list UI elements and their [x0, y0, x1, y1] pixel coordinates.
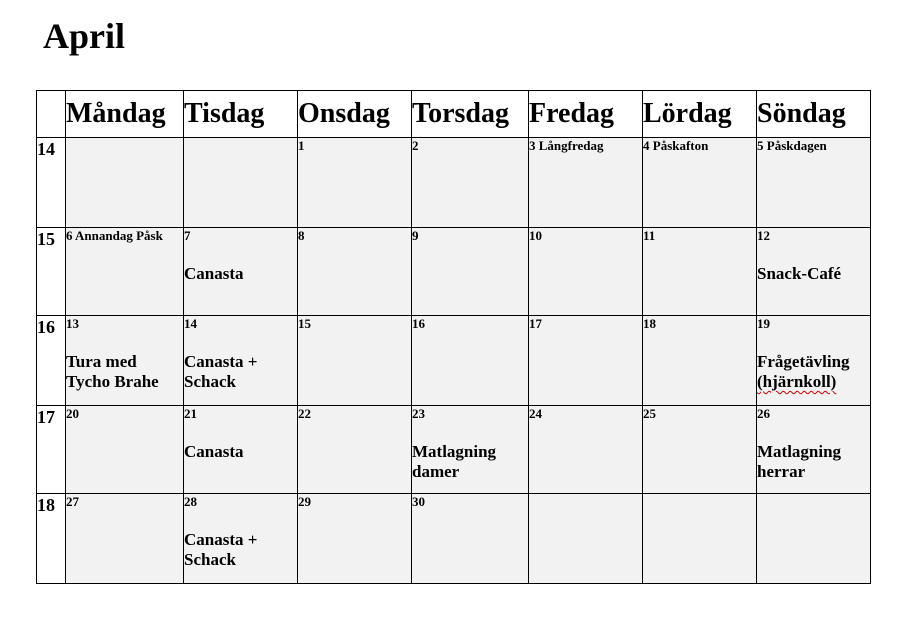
day-number: 18	[643, 316, 656, 331]
week-number: 17	[37, 406, 66, 494]
day-number: 3 Långfredag	[529, 138, 604, 153]
weekday-header: Tisdag	[184, 91, 298, 138]
day-cell	[412, 494, 529, 584]
weekday-header: Måndag	[66, 91, 184, 138]
weekday-header: Fredag	[529, 91, 643, 138]
day-cell	[66, 406, 184, 494]
page-title: April	[43, 16, 126, 56]
day-cell	[184, 228, 298, 316]
day-number: 5 Påskdagen	[757, 138, 827, 153]
day-cell	[412, 316, 529, 406]
week-row	[37, 228, 871, 316]
day-event: Matlagning herrar	[757, 442, 842, 481]
day-event: Canasta	[184, 264, 244, 283]
day-cell	[66, 228, 184, 316]
day-number: 22	[298, 406, 311, 421]
weekday-header: Lördag	[643, 91, 757, 138]
day-number: 25	[643, 406, 656, 421]
day-cell	[529, 406, 643, 494]
day-number: 27	[66, 494, 79, 509]
day-number: 12	[757, 228, 770, 243]
day-cell	[643, 138, 757, 228]
day-cell	[643, 228, 757, 316]
day-number: 2	[412, 138, 419, 153]
week-row	[37, 316, 871, 406]
day-cell	[66, 316, 184, 406]
day-event: Tura med Tycho Brahe	[66, 352, 159, 391]
day-number: 26	[757, 406, 770, 421]
week-row	[37, 138, 871, 228]
day-event: Matlagning damer	[412, 442, 497, 481]
day-number: 10	[529, 228, 542, 243]
day-number: 13	[66, 316, 79, 331]
day-number: 29	[298, 494, 311, 509]
week-number: 14	[37, 138, 66, 228]
week-header-corner	[37, 91, 66, 138]
day-cell	[66, 138, 184, 228]
day-cell	[412, 406, 529, 494]
weekday-header-row	[37, 91, 871, 138]
day-cell	[529, 138, 643, 228]
day-cell	[643, 316, 757, 406]
weekday-header: Söndag	[757, 91, 871, 138]
day-number: 4 Påskafton	[643, 138, 709, 153]
day-cell	[184, 494, 298, 584]
day-cell	[529, 228, 643, 316]
day-cell	[757, 138, 871, 228]
day-event: Canasta	[184, 442, 244, 461]
day-number: 24	[529, 406, 542, 421]
day-cell	[757, 494, 871, 584]
day-event-line: (hjärnkoll)	[757, 372, 837, 391]
day-cell	[412, 228, 529, 316]
week-number: 16	[37, 316, 66, 406]
day-cell	[298, 494, 412, 584]
day-cell	[412, 138, 529, 228]
day-cell	[529, 316, 643, 406]
week-row	[37, 494, 871, 584]
day-cell	[298, 406, 412, 494]
day-number: 8	[298, 228, 305, 243]
day-number: 7	[184, 228, 191, 243]
day-number: 9	[412, 228, 419, 243]
day-event: Snack-Café	[757, 264, 842, 283]
day-cell	[757, 316, 871, 406]
day-number: 20	[66, 406, 79, 421]
day-cell	[184, 316, 298, 406]
day-cell	[757, 228, 871, 316]
day-cell	[184, 138, 298, 228]
day-event: Canasta + Schack	[184, 352, 258, 391]
week-number: 15	[37, 228, 66, 316]
calendar-table	[36, 90, 871, 584]
day-event: Canasta + Schack	[184, 530, 258, 569]
day-number: 21	[184, 406, 197, 421]
day-cell	[298, 316, 412, 406]
week-row	[37, 406, 871, 494]
day-number: 23	[412, 406, 425, 421]
day-cell	[298, 138, 412, 228]
day-event	[757, 352, 870, 392]
day-cell	[184, 406, 298, 494]
day-number: 1	[298, 138, 305, 153]
day-cell	[643, 406, 757, 494]
day-cell	[298, 228, 412, 316]
day-number: 15	[298, 316, 311, 331]
day-number: 19	[757, 316, 770, 331]
weekday-header: Torsdag	[412, 91, 529, 138]
weekday-header: Onsdag	[298, 91, 412, 138]
day-number: 16	[412, 316, 425, 331]
day-cell	[757, 406, 871, 494]
day-event-line: Frågetävling	[757, 352, 850, 371]
day-cell	[643, 494, 757, 584]
day-cell	[529, 494, 643, 584]
day-cell	[66, 494, 184, 584]
day-number: 14	[184, 316, 197, 331]
week-number: 18	[37, 494, 66, 584]
day-number: 6 Annandag Påsk	[66, 228, 163, 243]
day-number: 30	[412, 494, 425, 509]
day-number: 11	[643, 228, 656, 243]
day-number: 28	[184, 494, 197, 509]
day-number: 17	[529, 316, 542, 331]
